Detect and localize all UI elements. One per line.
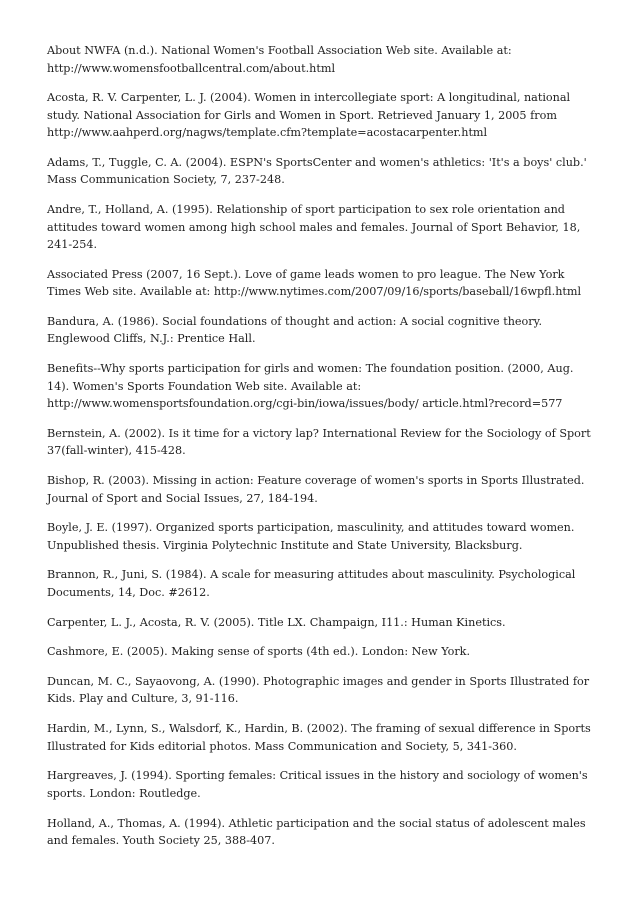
reference-entry: Bandura, A. (1986). Social foundations of thought and action: A social cognitive theory. Englewood Cliffs, N.J.: Prentice Hall. (47, 314, 543, 346)
reference-entry: Associated Press (2007, 16 Sept.). Love of game leads women to pro league. The New York Times Web site. Available at: http://www.nytimes.com/2007/09/16/sports/baseball/16wpfl.html (47, 267, 582, 299)
reference-list (47, 42, 594, 850)
reference-entry: Boyle, J. E. (1997). Organized sports participation, masculinity, and attitudes toward women. Unpublished thesis. Virginia Polytechnic Institute and State University, Blacksburg. (47, 521, 575, 552)
reference-entry: Bishop, R. (2003). Missing in action: Feature coverage of women's sports in Sports Illustrated. Journal of Sport and Social Issues, 27, 184-194. (47, 474, 585, 505)
reference-entry: Benefits--Why sports participation for girls and women: The foundation position. (2000, Aug. 14). Women's Sports Foundation Web site. Available at: http://www.womensportsfoundation.org/cgi-bin/iowa/issues/body/ article.html?record=577 (47, 362, 574, 411)
reference-entry: Adams, T., Tuggle, C. A. (2004). ESPN's SportsCenter and women's athletics: 'It's a boys' club.' Mass Communication Society, 7, 237-248. (47, 155, 587, 187)
reference-entry: Brannon, R., Juni, S. (1984). A scale for measuring attitudes about masculinity. Psychological Documents, 14, Doc. #2612. (47, 568, 576, 599)
reference-entry: About NWFA (n.d.). National Women's Football Association Web site. Available at: http://www.womensfootballcentral.com/about.html (47, 44, 512, 75)
reference-entry: Hargreaves, J. (1994). Sporting females: Critical issues in the history and sociology of women's sports. London: Routledge. (47, 769, 588, 800)
reference-entry: Andre, T., Holland, A. (1995). Relationship of sport participation to sex role orientation and attitudes toward women among high school males and females. Journal of Sport Behavior, 18, 241-254. (47, 203, 581, 252)
reference-entry: Holland, A., Thomas, A. (1994). Athletic participation and the social status of adolescent males and females. Youth Society 25, 388-407. (47, 816, 586, 847)
reference-entry: Carpenter, L. J., Acosta, R. V. (2005). Title LX. Champaign, I11.: Human Kinetics. (47, 615, 506, 629)
reference-entry: Duncan, M. C., Sayaovong, A. (1990). Photographic images and gender in Sports Illustrated for Kids. Play and Culture, 3, 91-116. (47, 674, 590, 706)
reference-entry: Acosta, R. V. Carpenter, L. J. (2004). Women in intercollegiate sport: A longitudinal, national study. National Association for Girls and Women in Sport. Retrieved January 1, 2005 from http://www.aahperd.org/nagws/template.cfm?template=acostacarpenter.html (47, 91, 571, 140)
reference-entry: Cashmore, E. (2005). Making sense of sports (4th ed.). London: New York. (47, 645, 471, 659)
reference-entry: Bernstein, A. (2002). Is it time for a victory lap? International Review for the Sociology of Sport 37(fall-winter), 415-428. (47, 426, 591, 458)
reference-entry: Hardin, M., Lynn, S., Walsdorf, K., Hardin, B. (2002). The framing of sexual difference in Sports Illustrated for Kids editorial photos. Mass Communication and Society, 5, 341-360. (47, 722, 591, 753)
